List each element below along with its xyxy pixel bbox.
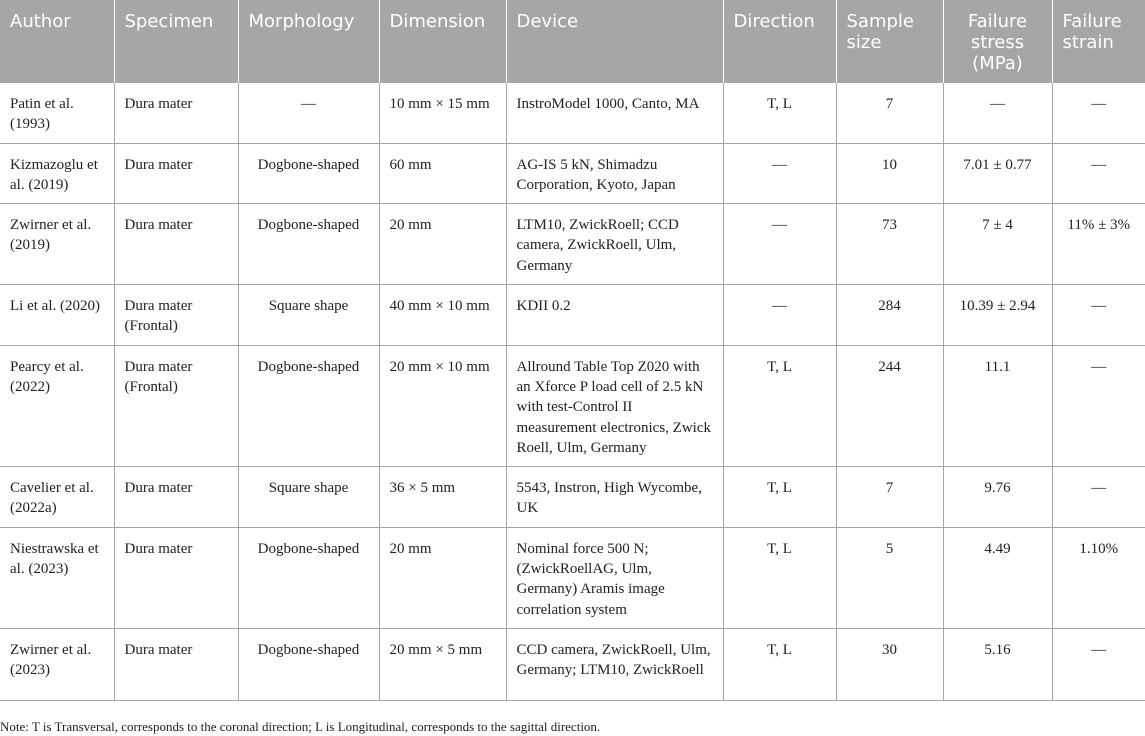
cell-device: 5543, Instron, High Wycombe, UK bbox=[506, 467, 723, 528]
cell-author: Zwirner et al. (2019) bbox=[0, 204, 114, 285]
cell-morphology: Square shape bbox=[238, 285, 379, 346]
header-failure-strain: Failure strain bbox=[1052, 0, 1145, 83]
cell-direction: T, L bbox=[723, 628, 836, 700]
cell-failure-strain: — bbox=[1052, 467, 1145, 528]
cell-author: Li et al. (2020) bbox=[0, 285, 114, 346]
cell-device: InstroModel 1000, Canto, MA bbox=[506, 83, 723, 143]
cell-sample-size: 7 bbox=[836, 467, 943, 528]
cell-direction: T, L bbox=[723, 83, 836, 143]
cell-direction: — bbox=[723, 204, 836, 285]
cell-failure-strain: 1.10% bbox=[1052, 527, 1145, 628]
cell-morphology: Dogbone-shaped bbox=[238, 204, 379, 285]
cell-failure-stress: 7.01 ± 0.77 bbox=[943, 143, 1052, 204]
cell-failure-strain: — bbox=[1052, 83, 1145, 143]
cell-author: Niestrawska et al. (2023) bbox=[0, 527, 114, 628]
cell-sample-size: 10 bbox=[836, 143, 943, 204]
cell-dimension: 20 mm × 5 mm bbox=[379, 628, 506, 700]
cell-morphology: Dogbone-shaped bbox=[238, 345, 379, 466]
header-author: Author bbox=[0, 0, 114, 83]
cell-author: Zwirner et al. (2023) bbox=[0, 628, 114, 700]
cell-failure-stress: 11.1 bbox=[943, 345, 1052, 466]
cell-failure-stress: — bbox=[943, 83, 1052, 143]
cell-specimen: Dura mater bbox=[114, 467, 238, 528]
cell-specimen: Dura mater bbox=[114, 628, 238, 700]
cell-device: KDII 0.2 bbox=[506, 285, 723, 346]
cell-failure-strain: — bbox=[1052, 345, 1145, 466]
cell-device: Allround Table Top Z020 with an Xforce P load cell of 2.5 kN with test-Control II measurement electronics, Zwick Roell, Ulm, Germany bbox=[506, 345, 723, 466]
cell-specimen: Dura mater bbox=[114, 204, 238, 285]
header-device: Device bbox=[506, 0, 723, 83]
table-row bbox=[0, 285, 1145, 346]
cell-device: CCD camera, ZwickRoell, Ulm, Germany; LTM10, ZwickRoell bbox=[506, 628, 723, 700]
table-row bbox=[0, 143, 1145, 204]
cell-dimension: 20 mm bbox=[379, 204, 506, 285]
table-row bbox=[0, 628, 1145, 700]
cell-device: Nominal force 500 N; (ZwickRoellAG, Ulm, Germany) Aramis image correlation system bbox=[506, 527, 723, 628]
cell-author: Pearcy et al. (2022) bbox=[0, 345, 114, 466]
cell-sample-size: 284 bbox=[836, 285, 943, 346]
table-row bbox=[0, 345, 1145, 466]
cell-specimen: Dura mater bbox=[114, 143, 238, 204]
cell-direction: — bbox=[723, 143, 836, 204]
cell-morphology: Dogbone-shaped bbox=[238, 628, 379, 700]
cell-direction: T, L bbox=[723, 467, 836, 528]
cell-morphology: Dogbone-shaped bbox=[238, 527, 379, 628]
cell-dimension: 40 mm × 10 mm bbox=[379, 285, 506, 346]
cell-failure-stress: 9.76 bbox=[943, 467, 1052, 528]
cell-morphology: — bbox=[238, 83, 379, 143]
cell-direction: — bbox=[723, 285, 836, 346]
cell-sample-size: 5 bbox=[836, 527, 943, 628]
cell-morphology: Square shape bbox=[238, 467, 379, 528]
cell-author: Patin et al. (1993) bbox=[0, 83, 114, 143]
table-header-row bbox=[0, 0, 1145, 83]
cell-failure-strain: 11% ± 3% bbox=[1052, 204, 1145, 285]
cell-dimension: 20 mm bbox=[379, 527, 506, 628]
cell-specimen: Dura mater (Frontal) bbox=[114, 345, 238, 466]
cell-author: Cavelier et al. (2022a) bbox=[0, 467, 114, 528]
cell-author: Kizmazoglu et al. (2019) bbox=[0, 143, 114, 204]
cell-dimension: 10 mm × 15 mm bbox=[379, 83, 506, 143]
cell-specimen: Dura mater bbox=[114, 527, 238, 628]
header-dimension: Dimension bbox=[379, 0, 506, 83]
cell-morphology: Dogbone-shaped bbox=[238, 143, 379, 204]
cell-direction: T, L bbox=[723, 345, 836, 466]
header-specimen: Specimen bbox=[114, 0, 238, 83]
table-row bbox=[0, 467, 1145, 528]
table-note: Note: T is Transversal, corresponds to the coronal direction; L is Longitudinal, corresponds to the sagittal direction. bbox=[0, 719, 601, 734]
header-morphology: Morphology bbox=[238, 0, 379, 83]
cell-dimension: 20 mm × 10 mm bbox=[379, 345, 506, 466]
cell-failure-stress: 7 ± 4 bbox=[943, 204, 1052, 285]
cell-failure-strain: — bbox=[1052, 143, 1145, 204]
cell-sample-size: 7 bbox=[836, 83, 943, 143]
cell-device: LTM10, ZwickRoell; CCD camera, ZwickRoell, Ulm, Germany bbox=[506, 204, 723, 285]
cell-failure-stress: 5.16 bbox=[943, 628, 1052, 700]
cell-failure-strain: — bbox=[1052, 628, 1145, 700]
table-row bbox=[0, 83, 1145, 143]
table-row bbox=[0, 204, 1145, 285]
cell-specimen: Dura mater (Frontal) bbox=[114, 285, 238, 346]
header-sample-size: Sample size bbox=[836, 0, 943, 83]
cell-specimen: Dura mater bbox=[114, 83, 238, 143]
cell-device: AG-IS 5 kN, Shimadzu Corporation, Kyoto, Japan bbox=[506, 143, 723, 204]
cell-sample-size: 244 bbox=[836, 345, 943, 466]
header-failure-stress: Failure stress (MPa) bbox=[943, 0, 1052, 83]
cell-sample-size: 30 bbox=[836, 628, 943, 700]
cell-failure-strain: — bbox=[1052, 285, 1145, 346]
cell-direction: T, L bbox=[723, 527, 836, 628]
cell-sample-size: 73 bbox=[836, 204, 943, 285]
cell-failure-stress: 10.39 ± 2.94 bbox=[943, 285, 1052, 346]
table-row bbox=[0, 527, 1145, 628]
header-direction: Direction bbox=[723, 0, 836, 83]
cell-failure-stress: 4.49 bbox=[943, 527, 1052, 628]
cell-dimension: 36 × 5 mm bbox=[379, 467, 506, 528]
cell-dimension: 60 mm bbox=[379, 143, 506, 204]
